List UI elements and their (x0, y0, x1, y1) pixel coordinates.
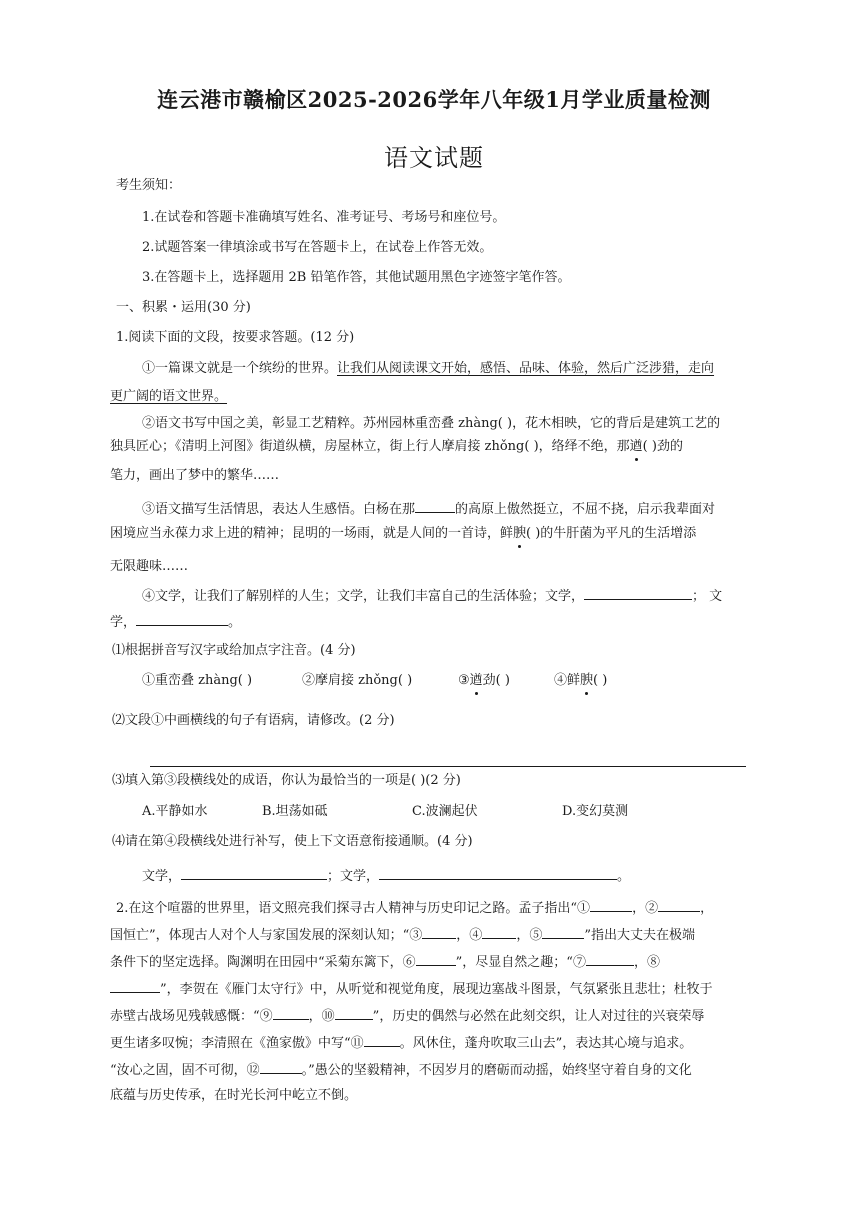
answer-blank[interactable] (364, 1033, 400, 1047)
notice-item: 3.在答题卡上，选择题用 2B 铅笔作答，其他试题用黑色字迹签字笔作答。 (142, 270, 571, 285)
answer-blank[interactable] (542, 925, 584, 939)
option-c[interactable]: C.波澜起伏 (412, 804, 478, 819)
answer-blank[interactable] (181, 866, 327, 880)
notice-heading: 考生须知： (116, 178, 182, 193)
paragraph-text: 困境应当永葆力求上进的精神；昆明的一场雨，就是人间的一首诗，鲜 (110, 526, 514, 541)
paragraph-text: ( )劲的 (642, 439, 683, 454)
answer-blank[interactable] (415, 499, 455, 513)
sub1-item-2: ②摩肩接 zhǒng( ) (302, 673, 413, 688)
answer-blank[interactable] (136, 612, 228, 626)
paragraph-text: 学， (110, 615, 137, 630)
answer-blank[interactable] (260, 1060, 302, 1074)
q2-line-6: 更生诸多叹惋；李清照在《渔家傲》中写“⑪ 。风休住，蓬舟吹取三山去”，表达其心境与追求。 (110, 1033, 692, 1053)
answer-line[interactable] (150, 766, 746, 767)
option-a[interactable]: A.平静如水 (142, 804, 208, 819)
paragraph-text: ③语文描写生活情思，表达人生感悟。白杨在那 (142, 502, 416, 517)
answer-blank[interactable] (422, 925, 456, 939)
dotted-character: 遒 (629, 439, 643, 454)
answer-blank[interactable] (658, 898, 700, 912)
sub4-fill-line: 文学， ；文学， 。 (142, 866, 630, 886)
q1-paragraph-4-line-2 (110, 612, 241, 632)
q2-line-7: “汝心之固，固不可彻，⑫ 。”愚公的坚毅精神，不因岁月的磨砺而动摇，始终坚守着自身的文化 (110, 1060, 692, 1080)
question-1-stem: 1.阅读下面的文段，按要求答题。(12 分) (116, 330, 355, 345)
q1-paragraph-3-line-1 (142, 499, 715, 519)
answer-blank[interactable] (590, 898, 632, 912)
q1-paragraph-2-line-1: ②语文书写中国之美，彰显工艺精粹。苏州园林重峦叠 zhàng( )，花木相映，它的背后是建筑工艺的 (142, 416, 721, 431)
sub1-item-3: ③遒劲( ) (458, 673, 510, 688)
notice-item: 2.试题答案一律填涂或书写在答题卡上，在试卷上作答无效。 (142, 240, 493, 255)
notice-item: 1.在试卷和答题卡准确填写姓名、准考证号、考场号和座位号。 (142, 210, 506, 225)
paragraph-text: ④文学，让我们了解别样的人生；文学，让我们丰富自己的生活体验；文学， (142, 589, 585, 604)
paragraph-text: 独具匠心；《清明上河图》街道纵横，房屋林立，街上行人摩肩接 zhǒng( )，络绎不绝，那 (110, 439, 630, 454)
dotted-character: 腴 (580, 673, 594, 688)
answer-blank[interactable] (273, 1006, 309, 1020)
sub1-item-4: ④鲜腴( ) (554, 673, 608, 688)
answer-blank[interactable] (584, 586, 692, 600)
option-b[interactable]: B.坦荡如砥 (262, 804, 328, 819)
dotted-character: 腴 (513, 526, 527, 541)
q2-line-4: ”，李贺在《雁门太守行》中，从听觉和视觉角度，展现边塞战斗图景，气氛紧张且悲壮；杜牧于 (110, 979, 713, 999)
sub-question-1: ⑴根据拼音写汉字或给加点字注音。(4 分) (112, 643, 356, 658)
answer-blank[interactable] (416, 952, 456, 966)
paragraph-text: 的高原上傲然挺立，不屈不挠，启示我辈面对 (455, 502, 716, 517)
q1-paragraph-3-line-3: 无限趣味…… (110, 559, 189, 574)
answer-blank[interactable] (110, 979, 160, 993)
answer-blank[interactable] (586, 952, 634, 966)
section-heading: 一、积累・运用(30 分) (116, 300, 251, 315)
underlined-sentence: 让我们从阅读课文开始，感悟、品味、体验，然后广泛涉猎，走向 (337, 361, 715, 376)
answer-blank[interactable] (482, 925, 516, 939)
paragraph-text: ①一篇课文就是一个缤纷的世界。 (142, 361, 338, 376)
sub-question-3: ⑶填入第③段横线处的成语，你认为最恰当的一项是( )(2 分) (112, 773, 461, 788)
subject-title: 语文试题 (384, 144, 484, 172)
q2-line-3: 条件下的坚定选择。陶渊明在田园中“采菊东篱下，⑥ ”，尽显自然之趣；“⑦ ，⑧ (110, 952, 660, 972)
q1-paragraph-1-line-1 (142, 360, 714, 378)
q1-paragraph-4-line-1 (142, 586, 722, 606)
q1-paragraph-2-line-2 (110, 438, 683, 456)
q2-line-5: 赤壁古战场见残戟感慨：“⑨ ，⑩ ”，历史的偶然与必然在此刻交织，让人对过往的兴衰荣辱 (110, 1006, 704, 1026)
paragraph-text: ( )的牛肝菌为平凡的生活增添 (526, 526, 697, 541)
q1-paragraph-3-line-2 (110, 525, 696, 543)
paragraph-text: ； 文 (692, 589, 723, 604)
q2-line-2: 国恒亡”，体现古人对个人与家国发展的深刻认知；“③ ，④ ，⑤ ”指出大丈夫在极端 (110, 925, 695, 945)
exam-title: 连云港市赣榆区2025-2026学年八年级1月学业质量检测 (157, 87, 711, 112)
underlined-sentence: 更广阔的语文世界。 (110, 389, 228, 404)
sub1-item-1: ①重峦叠 zhàng( ) (142, 673, 253, 688)
q1-paragraph-1-line-2 (110, 388, 227, 406)
option-d[interactable]: D.变幻莫测 (562, 804, 629, 819)
sub-question-2: ⑵文段①中画横线的句子有语病，请修改。(2 分) (112, 713, 395, 728)
answer-blank[interactable] (379, 866, 617, 880)
q2-line-8: 底蕴与历史传承，在时光长河中屹立不倒。 (110, 1088, 358, 1103)
paragraph-text: 。 (228, 615, 242, 630)
sub-question-4: ⑷请在第④段横线处进行补写，使上下文语意衔接通顺。(4 分) (112, 834, 473, 849)
answer-blank[interactable] (335, 1006, 373, 1020)
dotted-character: 遒 (469, 673, 483, 688)
q1-paragraph-2-line-3: 笔力，画出了梦中的繁华…… (110, 468, 280, 483)
q2-line-1: 2.在这个喧嚣的世界里，语文照亮我们探寻古人精神与历史印记之路。孟子指出“① ，② ， (116, 898, 713, 918)
